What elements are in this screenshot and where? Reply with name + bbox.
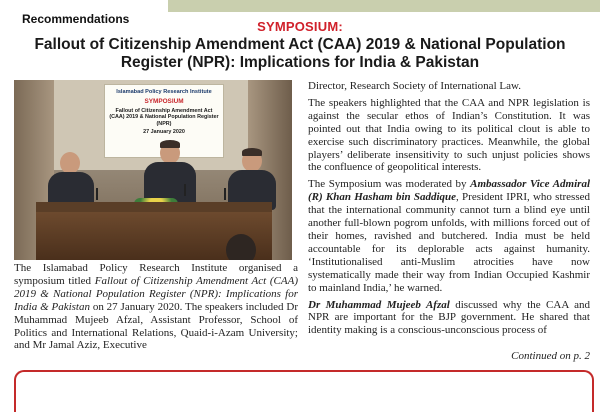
- speaker-paragraph: [308, 299, 590, 338]
- panel-table-top: [36, 202, 272, 212]
- moderator-text-b: , President IPRI, who stressed that the international community cannot turn a blind eye until another full-blown pogrom unfolds, with millions forced out of their homes, ravished and butchered. India must be held accountable for its deplorable acts against humanity. ‘Institutionalised anti-Muslim atrocities have now systematically made their way from Indian Occupied Kashmir to mainland India,’ he warned.: [308, 191, 590, 294]
- continued-paragraph: Director, Research Society of International Law.: [308, 80, 521, 92]
- audience-head: [226, 234, 256, 260]
- moderator-name: Ambassador Vice Admiral (R) Khan Hasham bin Saddique: [308, 178, 590, 204]
- speaker-right-hair: [242, 148, 262, 156]
- microphone-right: [224, 188, 226, 200]
- banner-title: Fallout of Citizenship Amendment Act (CAA) 2019 & National Population Register (NPR): [109, 108, 219, 127]
- highlights-paragraph: The speakers highlighted that the CAA and NPR legislation is against the secular ethos of Indian’s Constitution. It was pointed out that India owing to its political clout is able to exercise such discriminatory practices. Meanwhile, the global players’ deliberate insensitivity to such unjust policies shows the confluence of geopolitical interests.: [308, 96, 590, 174]
- microphone-left: [96, 188, 98, 200]
- headline-line-1: Fallout of Citizenship Amendment Act (CAA) 2019 & National Population: [34, 36, 566, 53]
- intro-paragraph: [14, 262, 298, 352]
- intro-text-b: on 27 January 2020. The speakers included Dr Muhammad Mujeeb Afzal, Assistant Professor, School of Politics and International Relations, Quaid-i-Azam University; and Mr Jamal Aziz, Executive: [14, 300, 299, 352]
- left-column: [14, 262, 298, 352]
- symposium-photo: [14, 80, 292, 260]
- article-headline: [10, 36, 590, 72]
- recommendations-box: [14, 370, 594, 412]
- banner-date: 27 January 2020: [143, 129, 185, 136]
- continued-on-link: Continued on p. 2: [511, 350, 590, 362]
- section-kicker: SYMPOSIUM:: [257, 19, 343, 34]
- moderator-paragraph: [308, 178, 590, 294]
- microphone-center: [184, 184, 186, 196]
- speaker-text: discussed why the CAA and NPR are important for the BJP government. He shared that identity making is a conscious-unconscious process of: [308, 298, 590, 337]
- speaker-center-hair: [160, 140, 180, 148]
- moderator-text-a: The Symposium was moderated by: [308, 178, 471, 191]
- banner-institute: Islamabad Policy Research Institute: [116, 89, 212, 95]
- speaker-left-head: [60, 152, 80, 174]
- banner-event: SYMPOSIUM: [144, 98, 184, 105]
- right-column: [308, 80, 590, 341]
- intro-event-title: Fallout of Citizenship Amendment Act (CAA) 2019 & National Population Register (NPR): Implications for India & Pakistan: [14, 274, 298, 313]
- headline-line-2: Register (NPR): Implications for India & Pakistan: [120, 54, 480, 71]
- speaker-name: Dr Muhammad Mujeeb Afzal: [308, 298, 450, 311]
- recommendations-title: Recommendations: [22, 12, 130, 26]
- intro-text-a: The Islamabad Policy Research Institute organised a symposium titled: [14, 262, 298, 287]
